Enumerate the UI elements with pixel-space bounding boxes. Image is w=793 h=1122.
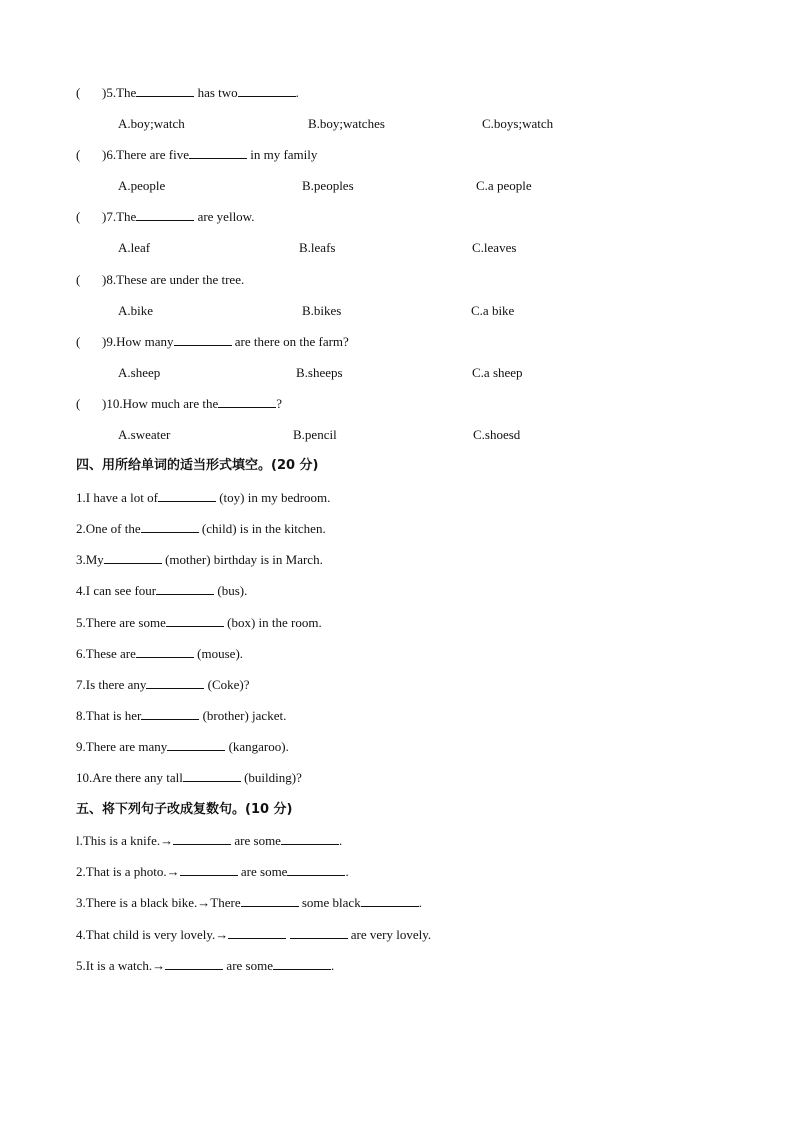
fill-item-10: 10.Are there any tall (building)? [76,770,302,785]
plural-item-3: 3.There is a black bike.→There some black . [76,895,422,910]
mc-6-option-a: A.people [118,178,166,193]
answer-blank[interactable] [273,958,331,970]
answer-blank[interactable] [174,334,232,346]
plural-item-2: 2.That is a photo.→ are some . [76,864,349,879]
answer-blank[interactable] [141,521,199,533]
answer-blank[interactable] [141,708,199,720]
mc-9-option-b: B.sheeps [296,365,343,380]
mc-9-option-a: A.sheep [118,365,161,380]
answer-blank[interactable] [241,895,299,907]
mc-question-10: ( )10.How much are the ? [76,396,283,411]
answer-blank[interactable] [167,739,225,751]
mc-7-option-b: B.leafs [299,240,336,255]
answer-blank[interactable] [287,864,345,876]
mc-question-6: ( )6.There are five in my family [76,147,318,162]
fill-item-9: 9.There are many (kangaroo). [76,739,289,754]
mc-10-option-a: A.sweater [118,427,171,442]
mc-question-8: ( )8.These are under the tree. [76,272,245,287]
answer-blank[interactable] [180,864,238,876]
fill-item-8: 8.That is her (brother) jacket. [76,708,287,723]
answer-blank[interactable] [156,583,214,595]
mc-8-option-c: C.a bike [471,303,515,318]
answer-blank[interactable] [166,615,224,627]
fill-item-2: 2.One of the (child) is in the kitchen. [76,521,326,536]
answer-blank[interactable] [165,958,223,970]
mc-5-option-b: B.boy;watches [308,116,385,131]
mc-6-option-b: B.peoples [302,178,354,193]
plural-item-5: 5.It is a watch.→ are some . [76,958,335,973]
mc-7-option-a: A.leaf [118,240,151,255]
fill-item-7: 7.Is there any (Coke)? [76,677,250,692]
answer-blank[interactable] [136,646,194,658]
section-5-heading: 五、将下列句子改成复数句。(10 分) [76,802,293,817]
mc-question-9: ( )9.How many are there on the farm? [76,334,349,349]
mc-question-7: ( )7.The are yellow. [76,209,255,224]
answer-blank[interactable] [361,895,419,907]
answer-blank[interactable] [136,209,194,221]
plural-item-1: l.This is a knife.→ are some . [76,833,343,848]
mc-8-option-b: B.bikes [302,303,342,318]
answer-blank[interactable] [136,85,194,97]
answer-blank[interactable] [290,927,348,939]
mc-7-option-c: C.leaves [472,240,517,255]
answer-blank[interactable] [183,770,241,782]
fill-item-6: 6.These are (mouse). [76,646,244,661]
mc-8-option-a: A.bike [118,303,154,318]
answer-blank[interactable] [189,147,247,159]
answer-blank[interactable] [158,490,216,502]
answer-blank[interactable] [173,833,231,845]
mc-10-option-c: C.shoesd [473,427,521,442]
mc-9-option-c: C.a sheep [472,365,523,380]
mc-5-option-c: C.boys;watch [482,116,554,131]
mc-6-option-c: C.a people [476,178,532,193]
plural-item-4: 4.That child is very lovely.→ are very lovely. [76,927,432,942]
answer-blank[interactable] [218,396,276,408]
answer-blank[interactable] [281,833,339,845]
section-4-heading: 四、用所给单词的适当形式填空。(20 分) [76,458,319,473]
mc-10-option-b: B.pencil [293,427,337,442]
fill-item-4: 4.I can see four (bus). [76,583,248,598]
answer-blank[interactable] [104,552,162,564]
fill-item-5: 5.There are some (box) in the room. [76,615,322,630]
answer-blank[interactable] [146,677,204,689]
fill-item-1: 1.I have a lot of (toy) in my bedroom. [76,490,331,505]
answer-blank[interactable] [228,927,286,939]
fill-item-3: 3.My (mother) birthday is in March. [76,552,323,567]
mc-question-5: ( )5.The has two . [76,85,299,100]
mc-5-option-a: A.boy;watch [118,116,185,131]
answer-blank[interactable] [238,85,296,97]
